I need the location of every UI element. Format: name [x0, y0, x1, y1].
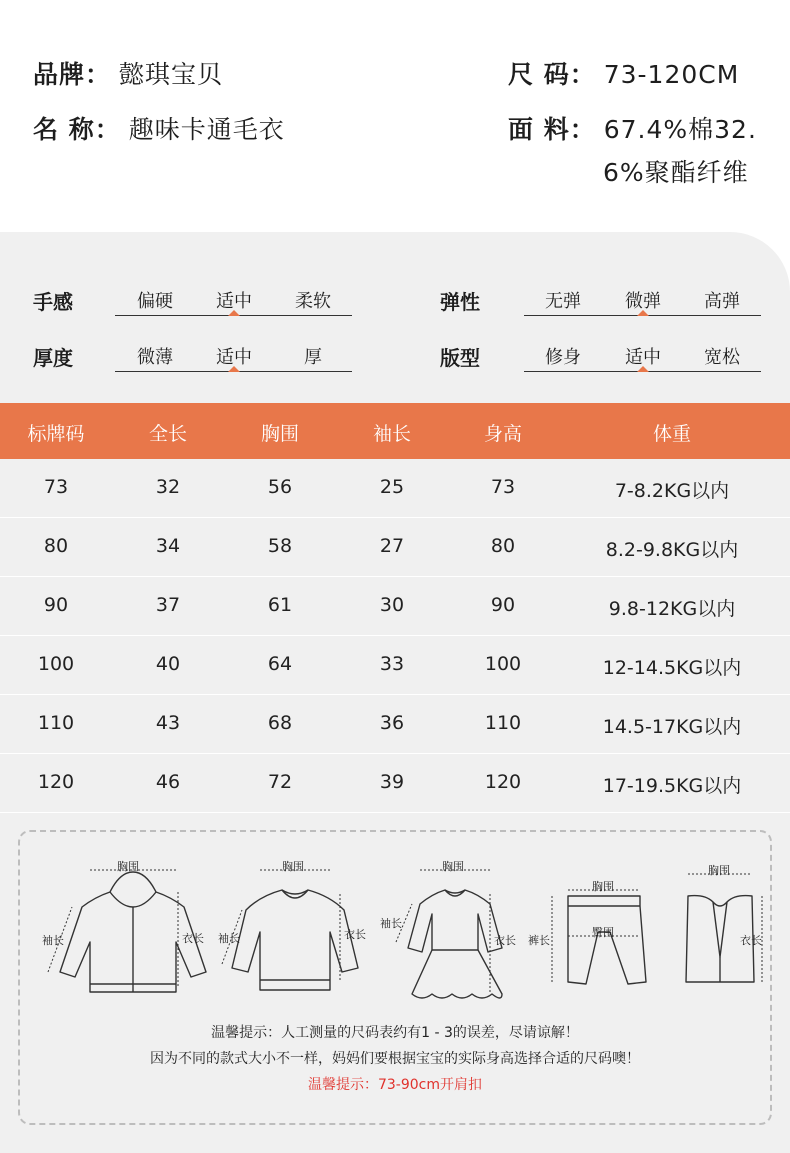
- table-cell: 9.8-12KG以内: [608, 598, 736, 620]
- vest-chest-label: 胸围: [708, 864, 730, 877]
- table-cell: 72: [267, 771, 293, 793]
- attribute-option: 适中: [216, 347, 252, 368]
- attribute-thickness-label: 厚度: [33, 346, 73, 370]
- table-cell: 110: [484, 712, 522, 734]
- attribute-elasticity-label: 弹性: [440, 290, 480, 314]
- measurement-guide: [18, 830, 772, 1125]
- table-cell: 7-8.2KG以内: [614, 480, 730, 502]
- hoodie-sleeve-label: 袖长: [42, 934, 64, 947]
- vest-length-label: 衣长: [740, 934, 762, 947]
- table-cell: 8.2-9.8KG以内: [605, 539, 739, 561]
- pants-icon: [568, 896, 646, 984]
- hoodie-chest-label: 胸围: [117, 860, 139, 873]
- attribute-feel-label: 手感: [33, 290, 73, 314]
- table-cell: 32: [155, 476, 181, 498]
- fabric-field: [508, 113, 757, 147]
- table-row: [0, 577, 790, 636]
- table-cell: 58: [267, 535, 293, 557]
- selected-marker-icon: [637, 366, 649, 372]
- table-header-cell: 全长: [148, 423, 188, 445]
- table-row: [0, 695, 790, 754]
- hoodie-length-label: 衣长: [182, 932, 204, 945]
- table-cell: 17-19.5KG以内: [602, 775, 742, 797]
- table-cell: 34: [155, 535, 181, 557]
- dress-chest-label: 胸围: [442, 860, 464, 873]
- attribute-option: 柔软: [295, 291, 331, 312]
- table-cell: 25: [379, 476, 405, 498]
- table-cell: 27: [379, 535, 405, 557]
- attribute-fit: [0, 339, 790, 379]
- table-cell: 120: [484, 771, 522, 793]
- selected-marker-icon: [637, 310, 649, 316]
- table-row: [0, 636, 790, 695]
- fabric-value-line1: 67.4%棉32.: [603, 115, 757, 144]
- pants-waist-label: 胸围: [592, 880, 614, 893]
- size-value: 73-120CM: [603, 60, 740, 89]
- pants-length-label: 裤长: [528, 934, 550, 947]
- table-cell: 100: [37, 653, 75, 675]
- dress-length-label: 衣长: [494, 934, 516, 947]
- size-label: 尺 码：: [508, 60, 596, 89]
- sweatshirt-icon: [232, 890, 358, 990]
- attribute-fit-label: 版型: [440, 346, 480, 370]
- attribute-option: 宽松: [704, 347, 740, 368]
- brand-value: 懿琪宝贝: [119, 60, 224, 89]
- attribute-option: 适中: [625, 347, 661, 368]
- pants-hip-label: 臀围: [592, 926, 614, 939]
- name-label: 名 称：: [33, 115, 121, 144]
- table-header-cell: 袖长: [372, 423, 412, 445]
- fabric-value-line2: 6%聚酯纤维: [603, 158, 749, 187]
- fabric-value-line2-wrap: [603, 156, 749, 190]
- name-value: 趣味卡通毛衣: [128, 115, 285, 144]
- attribute-option: 修身: [545, 347, 581, 368]
- table-header-cell: 身高: [483, 423, 523, 445]
- table-cell: 39: [379, 771, 405, 793]
- product-info-section: [0, 0, 790, 232]
- attribute-option: 微薄: [137, 347, 173, 368]
- attribute-option: 无弹: [545, 291, 581, 312]
- table-cell: 40: [155, 653, 181, 675]
- brand-label: 品牌：: [33, 60, 112, 89]
- table-cell: 68: [267, 712, 293, 734]
- table-cell: 90: [43, 594, 69, 616]
- note-tolerance: 温馨提示：人工测量的尺码表约有1 - 3的误差，尽请谅解！: [211, 1025, 579, 1041]
- name-field: [33, 113, 285, 147]
- table-cell: 80: [490, 535, 516, 557]
- table-cell: 12-14.5KG以内: [602, 657, 742, 679]
- brand-field: [33, 58, 223, 92]
- size-table-header: [0, 403, 790, 459]
- table-cell: 110: [37, 712, 75, 734]
- table-row: [0, 518, 790, 577]
- sweatshirt-length-label: 衣长: [344, 928, 366, 941]
- attribute-elasticity: [0, 283, 790, 323]
- table-cell: 36: [379, 712, 405, 734]
- attribute-option: 适中: [216, 291, 252, 312]
- attribute-option: 偏硬: [137, 291, 173, 312]
- table-cell: 73: [43, 476, 69, 498]
- table-cell: 80: [43, 535, 69, 557]
- table-cell: 33: [379, 653, 405, 675]
- table-cell: 46: [155, 771, 181, 793]
- attribute-option: 厚: [304, 347, 322, 368]
- table-cell: 37: [155, 594, 181, 616]
- fabric-label: 面 料：: [508, 115, 596, 144]
- sweatshirt-sleeve-label: 袖长: [218, 932, 240, 945]
- table-cell: 73: [490, 476, 516, 498]
- table-header-cell: 胸围: [260, 423, 300, 445]
- table-cell: 120: [37, 771, 75, 793]
- attribute-option: 微弹: [625, 291, 661, 312]
- table-cell: 14.5-17KG以内: [602, 716, 742, 738]
- measurement-diagrams: [20, 832, 774, 1012]
- table-cell: 90: [490, 594, 516, 616]
- dress-sleeve-label: 袖长: [380, 917, 402, 930]
- note-choose-size: 因为不同的款式大小不一样，妈妈们要根据宝宝的实际身高选择合适的尺码噢！: [150, 1051, 640, 1067]
- table-row: [0, 754, 790, 813]
- table-header-cell: 体重: [652, 423, 692, 445]
- table-cell: 64: [267, 653, 293, 675]
- table-cell: 61: [267, 594, 293, 616]
- sweatshirt-chest-label: 胸围: [282, 860, 304, 873]
- attribute-option: 高弹: [704, 291, 740, 312]
- table-cell: 56: [267, 476, 293, 498]
- table-row: [0, 459, 790, 518]
- table-header-cell: 标牌码: [27, 423, 85, 445]
- dress-icon: [408, 890, 502, 998]
- table-cell: 30: [379, 594, 405, 616]
- table-cell: 43: [155, 712, 181, 734]
- note-shoulder-button: 温馨提示：73-90cm开肩扣: [307, 1077, 482, 1093]
- size-field: [508, 58, 739, 92]
- table-cell: 100: [484, 653, 522, 675]
